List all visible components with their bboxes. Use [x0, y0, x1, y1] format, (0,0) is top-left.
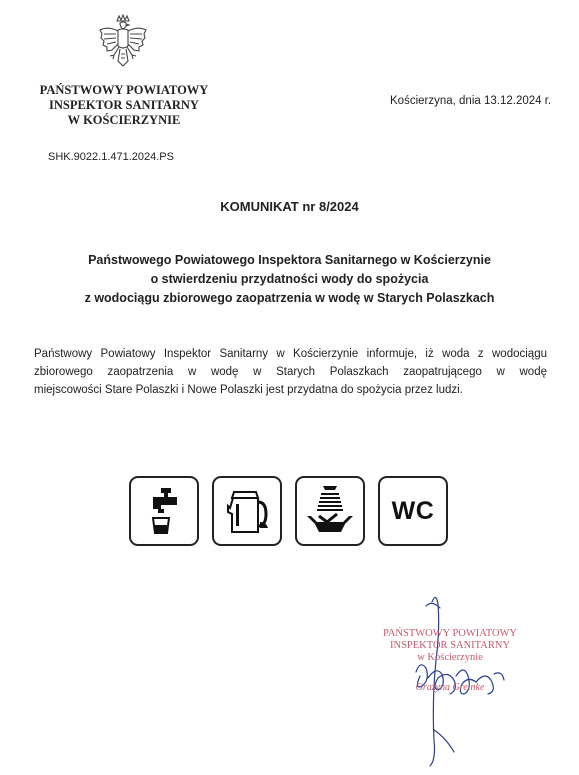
- reference-number: SHK.9022.1.471.2024.PS: [48, 151, 174, 163]
- document-date: Kościerzyna, dnia 13.12.2024 r.: [390, 95, 552, 107]
- official-stamp: [370, 628, 530, 694]
- stamp-line: INSPEKTOR SANITARNY: [389, 640, 511, 651]
- subject-line: Państwowego Powiatowego Inspektora Sanitarnego w Kościerzynie: [88, 253, 491, 267]
- kettle-icon: [212, 476, 282, 546]
- document-subject: [0, 251, 579, 308]
- office-name: [28, 83, 220, 128]
- stamp-line: PAŃSTWOWY POWIATOWY: [382, 628, 518, 639]
- polish-eagle-emblem-icon: [98, 14, 148, 70]
- office-line: INSPEKTOR SANITARNY: [49, 98, 199, 112]
- body-line: zbiorowego zaopatrzenia w wodę w Starych Polaszkach zaopatrującego w wodę: [34, 366, 547, 378]
- document-body: [34, 345, 547, 399]
- wc-label: WC: [391, 496, 435, 525]
- office-line: PAŃSTWOWY POWIATOWY: [39, 83, 209, 97]
- subject-line: z wodociągu zbiorowego zaopatrzenia w wodę w Starych Polaszkach: [84, 291, 495, 305]
- drinking-tap-icon: [129, 476, 199, 546]
- office-line: W KOŚCIERZYNIE: [67, 113, 181, 127]
- body-line: miejscowości Stare Polaszki i Nowe Polaszki jest przydatna do spożycia przez ludzi.: [34, 384, 463, 396]
- wc-icon: [378, 476, 448, 546]
- document-title: KOMUNIKAT nr 8/2024: [220, 199, 359, 214]
- stamp-name: Grażyna Greinke: [415, 682, 485, 693]
- body-line: Państwowy Powiatowy Inspektor Sanitarny w Kościerzynie informuje, iż woda z wodociągu: [34, 348, 547, 360]
- stamp-line: w Kościerzynie: [417, 652, 483, 663]
- dishwashing-icon: [295, 476, 365, 546]
- subject-line: o stwierdzeniu przydatności wody do spożycia: [150, 272, 429, 286]
